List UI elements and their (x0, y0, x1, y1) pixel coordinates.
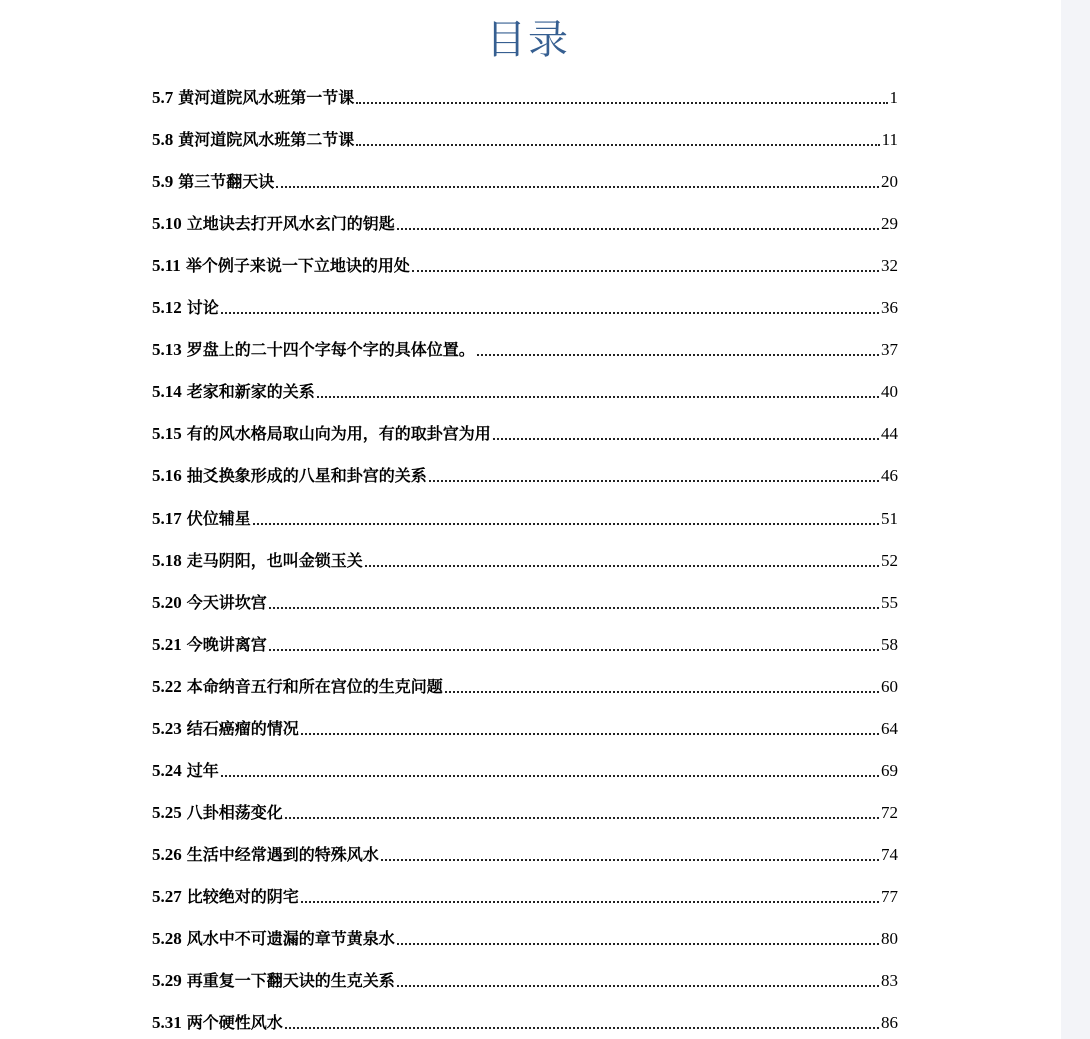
toc-entry-leader (301, 901, 879, 903)
toc-entry-title: 第三节翻天诀 (178, 172, 275, 192)
toc-entry[interactable] (152, 705, 898, 747)
toc-entry-page: 20 (881, 172, 898, 192)
toc-entry-leader (412, 270, 879, 272)
toc-entry-number: 5.8 (152, 130, 174, 150)
toc-entry-leader (397, 985, 879, 987)
toc-entry[interactable] (152, 284, 898, 326)
toc-entry-page: 1 (889, 88, 898, 108)
toc-entry[interactable] (152, 873, 898, 915)
toc-entry-page: 44 (881, 424, 898, 444)
toc-entry-number: 5.26 (152, 844, 182, 864)
toc-entry-number: 5.31 (152, 1013, 182, 1033)
toc-entry-title: 立地诀去打开风水玄门的钥匙 (186, 214, 395, 234)
toc-entry[interactable] (152, 999, 898, 1039)
toc-entry-title: 讨论 (186, 298, 219, 318)
toc-entry-number: 5.22 (152, 676, 182, 696)
toc-entry-number: 5.14 (152, 382, 182, 402)
toc-entry-number: 5.7 (152, 88, 174, 108)
toc-entry-page: 11 (881, 130, 898, 150)
toc-entry-number: 5.11 (152, 256, 181, 276)
toc-entry-leader (269, 649, 879, 651)
toc-entry-leader (445, 691, 879, 693)
toc-entry-title: 比较绝对的阴宅 (186, 886, 299, 906)
toc-entry-title: 八卦相荡变化 (186, 802, 283, 822)
toc-entry-page: 60 (881, 676, 898, 696)
toc-entry-leader (221, 312, 879, 314)
toc-entry-page: 74 (881, 844, 898, 864)
toc-entry-leader (356, 144, 879, 146)
toc-entry-title: 老家和新家的关系 (186, 382, 315, 402)
toc-entry-title: 两个硬性风水 (186, 1013, 283, 1033)
toc-entry-number: 5.15 (152, 424, 182, 444)
toc-entry-page: 51 (881, 508, 898, 528)
toc-entry-page: 37 (881, 340, 898, 360)
toc-entry-title: 黄河道院风水班第一节课 (178, 88, 355, 108)
toc-entry-leader (253, 523, 879, 525)
toc-entry-number: 5.23 (152, 718, 182, 738)
toc-entry[interactable] (152, 326, 898, 368)
toc-entry-leader (365, 565, 879, 567)
toc-entry-number: 5.16 (152, 466, 182, 486)
toc-entry[interactable] (152, 579, 898, 621)
toc-entry-title: 抽爻换象形成的八星和卦宫的关系 (186, 466, 427, 486)
toc-entry-title: 伏位辅星 (186, 508, 251, 528)
toc-entry-leader (477, 354, 879, 356)
toc-entry[interactable] (152, 747, 898, 789)
toc-entry-page: 46 (881, 466, 898, 486)
toc-entry-title: 罗盘上的二十四个字每个字的具体位置。 (186, 340, 475, 360)
toc-entry-number: 5.25 (152, 802, 182, 822)
toc-entry-page: 58 (881, 634, 898, 654)
toc-entry-leader (493, 438, 879, 440)
toc-entry-leader (381, 859, 879, 861)
toc-entry-number: 5.9 (152, 172, 174, 192)
toc-entry-title: 生活中经常遇到的特殊风水 (186, 844, 379, 864)
toc-entry-title: 举个例子来说一下立地诀的用处 (185, 256, 410, 276)
toc-entry-number: 5.27 (152, 886, 182, 906)
toc-entry-leader (397, 228, 879, 230)
toc-entry-page: 55 (881, 592, 898, 612)
toc-entry-title: 黄河道院风水班第二节课 (178, 130, 355, 150)
toc-entry-leader (221, 775, 879, 777)
toc-entry[interactable] (152, 452, 898, 494)
toc-title: 目录 (486, 17, 570, 63)
toc-entry-page: 72 (881, 802, 898, 822)
toc-entry-leader (397, 943, 879, 945)
toc-entry-number: 5.17 (152, 508, 182, 528)
toc-entry[interactable] (152, 537, 898, 579)
toc-entry-leader (356, 102, 887, 104)
toc-entry-page: 32 (881, 256, 898, 276)
toc-entry-number: 5.20 (152, 592, 182, 612)
toc-entry[interactable] (152, 831, 898, 873)
toc-entry-leader (285, 817, 879, 819)
toc-entry-title: 过年 (186, 760, 219, 780)
toc-entry-number: 5.29 (152, 971, 182, 991)
toc-entry-number: 5.12 (152, 298, 182, 318)
toc-entry-page: 83 (881, 971, 898, 991)
toc-entry-leader (317, 396, 879, 398)
toc-entry[interactable] (152, 789, 898, 831)
toc-entry-title: 再重复一下翻天诀的生克关系 (186, 971, 395, 991)
toc-entry[interactable] (152, 621, 898, 663)
toc-entry[interactable] (152, 242, 898, 284)
toc-entry-leader (269, 607, 879, 609)
toc-entry[interactable] (152, 957, 898, 999)
toc-entry-title: 有的风水格局取山向为用，有的取卦宫为用 (186, 424, 491, 444)
toc-entry-page: 40 (881, 382, 898, 402)
toc-entry-leader (301, 733, 879, 735)
toc-list (152, 74, 898, 1039)
toc-entry-page: 69 (881, 760, 898, 780)
toc-entry-leader (276, 186, 879, 188)
toc-entry-title: 今晚讲离宫 (186, 634, 267, 654)
toc-entry-title: 风水中不可遗漏的章节黄泉水 (186, 928, 395, 948)
toc-entry[interactable] (152, 74, 898, 116)
toc-entry[interactable] (152, 915, 898, 957)
toc-entry[interactable] (152, 368, 898, 410)
toc-entry-leader (429, 480, 879, 482)
toc-entry-leader (285, 1027, 879, 1029)
toc-entry-title: 本命纳音五行和所在宫位的生克问题 (186, 676, 443, 696)
toc-entry[interactable] (152, 116, 898, 158)
toc-entry-page: 36 (881, 298, 898, 318)
toc-entry[interactable] (152, 158, 898, 200)
toc-entry[interactable] (152, 200, 898, 242)
toc-entry-number: 5.18 (152, 550, 182, 570)
toc-entry[interactable] (152, 663, 898, 705)
toc-entry-page: 64 (881, 718, 898, 738)
viewer-right-margin (1061, 0, 1090, 1039)
toc-entry-title: 走马阴阳，也叫金锁玉关 (186, 550, 363, 570)
toc-entry-page: 86 (881, 1013, 898, 1033)
toc-entry-title: 今天讲坎宫 (186, 592, 267, 612)
toc-entry-page: 80 (881, 928, 898, 948)
toc-entry-number: 5.13 (152, 340, 182, 360)
toc-entry-page: 29 (881, 214, 898, 234)
toc-entry-page: 52 (881, 550, 898, 570)
toc-entry-number: 5.10 (152, 214, 182, 234)
toc-entry[interactable] (152, 410, 898, 452)
toc-entry[interactable] (152, 494, 898, 536)
toc-entry-page: 77 (881, 886, 898, 906)
toc-entry-number: 5.21 (152, 634, 182, 654)
toc-entry-number: 5.28 (152, 928, 182, 948)
toc-entry-number: 5.24 (152, 760, 182, 780)
toc-entry-title: 结石癌瘤的情况 (186, 718, 299, 738)
